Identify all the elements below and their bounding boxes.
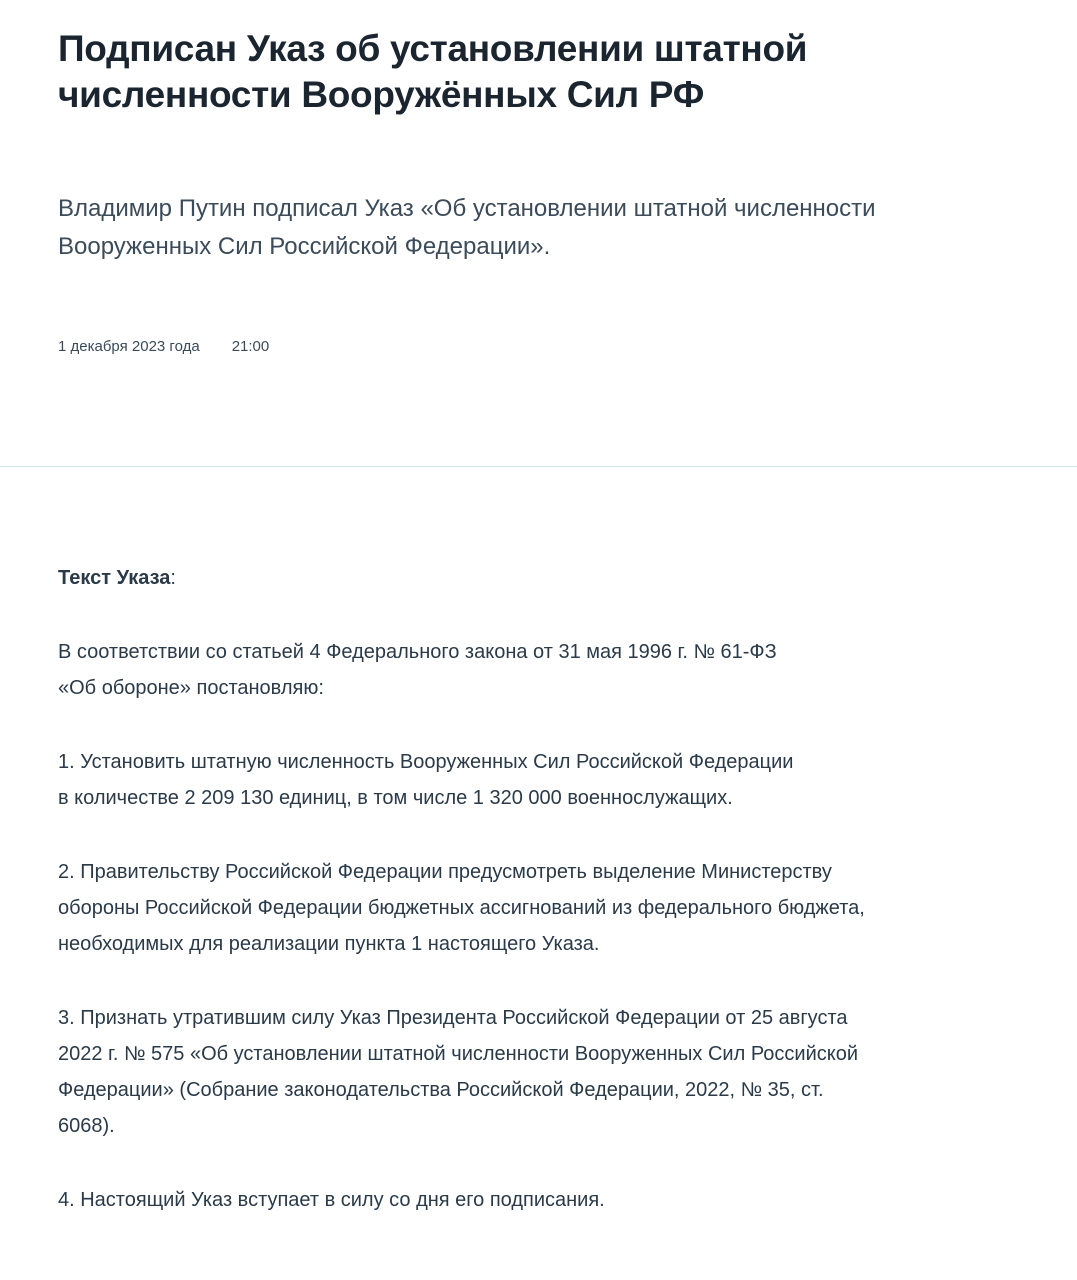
publish-time: 21:00 [231, 338, 270, 355]
decree-item-4 [58, 1182, 1038, 1218]
lead-line-2: Вооруженных Сил Российской Федерации». [58, 233, 551, 260]
decree-text [58, 560, 1038, 1256]
item-2-line-2: обороны Российской Федерации бюджетных ассигнований из федерального бюджета, [58, 897, 865, 919]
decree-item-2 [58, 854, 1038, 962]
section-divider [0, 466, 1077, 467]
decree-preamble [58, 634, 1038, 706]
item-1-line-2: в количестве 2 209 130 единиц, в том числе 1 320 000 военнослужащих. [58, 787, 733, 809]
decree-item-3 [58, 1000, 1038, 1144]
title-line-1: Подписан Указ об установлении штатной [58, 28, 808, 69]
decree-heading [58, 560, 1038, 596]
item-4-line-1: 4. Настоящий Указ вступает в силу со дня его подписания. [58, 1189, 605, 1211]
preamble-line-1: В соответствии со статьей 4 Федерального закона от 31 мая 1996 г. № 61-ФЗ [58, 641, 777, 663]
article-lead [58, 190, 1038, 266]
page-title [58, 26, 1038, 118]
decree-item-1 [58, 744, 1038, 816]
item-3-line-3: Федерации» (Собрание законодательства Российской Федерации, 2022, № 35, ст. [58, 1079, 824, 1101]
item-2-line-3: необходимых для реализации пункта 1 настоящего Указа. [58, 933, 600, 955]
item-3-line-1: 3. Признать утратившим силу Указ Президента Российской Федерации от 25 августа [58, 1007, 848, 1029]
title-line-2: численности Вооружённых Сил РФ [58, 74, 704, 115]
item-2-line-1: 2. Правительству Российской Федерации предусмотреть выделение Министерству [58, 861, 832, 883]
publish-date: 1 декабря 2023 года [58, 338, 200, 355]
decree-heading-label: Текст Указа [58, 567, 171, 589]
item-3-line-4: 6068). [58, 1115, 115, 1137]
item-3-line-2: 2022 г. № 575 «Об установлении штатной численности Вооруженных Сил Российской [58, 1043, 859, 1065]
preamble-line-2: «Об обороне» постановляю: [58, 677, 324, 699]
article-meta [58, 337, 269, 357]
decree-heading-colon: : [170, 567, 176, 589]
item-1-line-1: 1. Установить штатную численность Вооруженных Сил Российской Федерации [58, 751, 794, 773]
lead-line-1: Владимир Путин подписал Указ «Об установлении штатной численности [58, 195, 876, 222]
